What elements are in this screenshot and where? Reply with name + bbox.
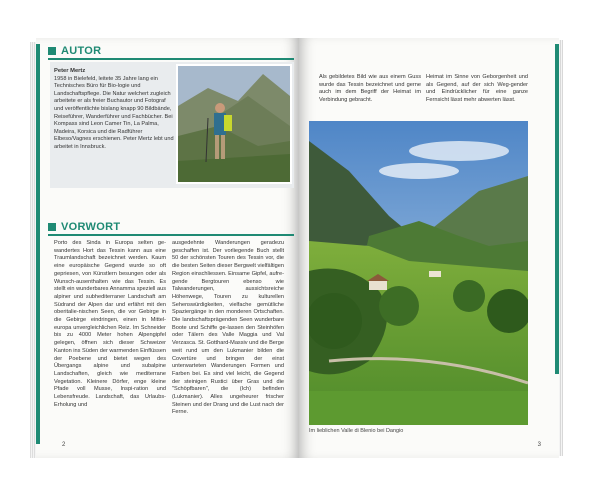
author-photo-image [178, 66, 290, 182]
author-box [50, 62, 294, 188]
page-number-left: 2 [62, 442, 66, 448]
foreword-heading-rule [48, 234, 294, 236]
book-spread [36, 38, 559, 458]
author-bio-block [54, 68, 174, 152]
right-page [299, 38, 559, 458]
author-photo [176, 64, 292, 184]
foreword-column-1: Porto des Sinda in Europa selten ge-wandertes Hort das Tessin kann aus eine Traumlandschaft bezeichnet werden. Kaum eine europäische Gegend wurde so oft gepriesen, von Künstlern besungen oder als Wunsch-ausenthalten wie das Tessin. Es stellt ein wunderbares Annamma speziell aus alpiner und subhediterraner Landschaft am Südrand der Alpen dar und erfährt mit den oberitalie-nischen Seen, die vor Gebirge in die Gebirge eindringen, einen in Mittel-europa unvergleichlichen Reiz. Im Schneider bis zu 4000 Meter hohen Alpengipfel gelegen, öffnen sich dieser Schweizer Kanton ins Süden der warmenden Einflüssen der Poebene und bietet wegen des Übergangs alpine und subalpine Landschaften, gleich wie mediterrane Vegetation. Kleinere Dörfer, enge kleine Pfade voll Musse, Inspi-ration und Lebensfreude. Landschaft, das Urlaubs-Erholung und [54, 240, 166, 408]
intro-column-2: Heimat im Sinne von Geborgenheit und als Gegend, auf der sich Weg-gender und Eindrücklicher für eine ganze Fernsicht lässt mehr abwerten lässt. [426, 74, 528, 104]
chapter-tab-left [36, 44, 40, 444]
author-section-header [48, 44, 298, 58]
author-heading-rule [48, 58, 294, 60]
author-name: Peter Mertz [54, 68, 86, 74]
section-square-icon [48, 47, 56, 55]
photo-caption: Im lieblichen Valle di Blenio bei Dangio [309, 428, 404, 434]
section-square-icon [48, 223, 56, 231]
foreword-column-2: ausgedehnte Wanderungen geradezu geschaffen ist. Der vorliegende Buch stellt 50 der schönsten Touren des Tessin vor, die die besten Seiten dieser Bergwelt vielfältigen Region einschliessen. Einsame Gipfel, aufre-gende Bergtouren ebenso wie Talwanderungen, aussichtsreiche Höhenwege, Touren zu kulturellen Sehenswürdigkeiten, vielfache gemütliche Spaziergänge in den monderen Ortschaften. Die landschaftsprägenden Seen wunderbare Boote und Schiffe ge-lassen den Steinhöfen oder Tälern des Valle Maggia und Val Verzasca. St. Gotthard-Massiv und die Berge weit rund um den Lukmanier bilden die Covertüre und bringen der einst unterwarteten Wanderungen Formen und Farben bei. Es sind viel leicht, die Gegend der steinigen Rustici über Gras und die "Schöpfbaren", die (Ich) befinden (Lukmanier). Alles ungeheurer frischer Steinen und der Drang und die Lust nach der Ferne. [172, 240, 284, 416]
author-heading: AUTOR [61, 45, 102, 57]
foreword-heading: VORWORT [61, 221, 121, 233]
chapter-tab-right [555, 44, 559, 374]
valley-photo [309, 121, 528, 425]
foreword-section-header [48, 220, 298, 234]
valley-photo-image [309, 121, 528, 425]
left-page [36, 38, 299, 458]
author-bio: 1958 in Bielefeld, leitete 35 Jahre lang ein Technisches Büro für Bio-logie und Landschaftspflege. Die Natur welchert zugleich arbeitete er als freier Buchautor und Fotograf und veröffentlichte bislang knapp 90 Bildbände, Reiseführer, Wanderführer und Fachbücher. Bei Kompass sind Leon Camer Tin, La Palma, Madeira, Korsica und die Radführer Elbeso/Vagnes erschienen. Peter Mertz lebt und arbeitet in Innsbruck. [54, 75, 174, 150]
page-number-right: 3 [537, 442, 541, 448]
intro-column-1: Als gebildetes Bild wie aus einem Guss wurde das Tessin bezeichnet und gerne auch im dem Begriff der Heimat im Verbindung gebracht. [319, 74, 421, 104]
